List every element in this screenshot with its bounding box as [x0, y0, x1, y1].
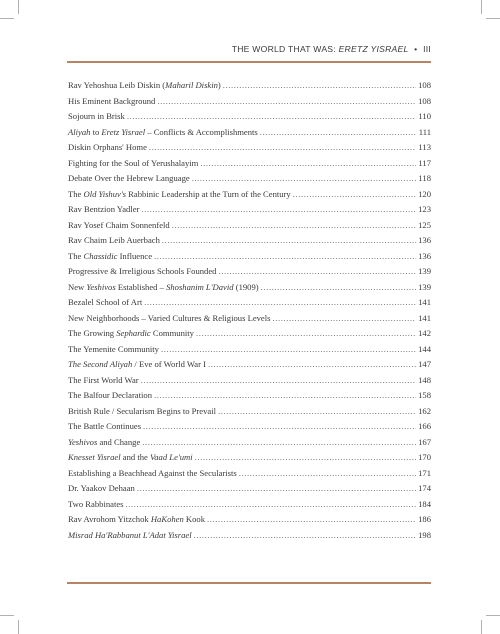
dot-leader	[127, 109, 417, 125]
dot-leader	[126, 497, 417, 513]
dot-leader	[143, 419, 416, 435]
toc-entry	[68, 326, 431, 342]
table-of-contents	[68, 78, 431, 543]
toc-entry-title	[68, 140, 147, 156]
crop-mark	[18, 620, 19, 634]
toc-entry-page: 113	[418, 142, 431, 153]
toc-title-text: / Eve of World War I	[132, 359, 206, 370]
toc-entry-page: 118	[418, 173, 431, 184]
toc-title-italic: HaKohen	[150, 514, 184, 525]
crop-mark	[481, 0, 482, 14]
toc-entry-title	[68, 481, 135, 497]
dot-leader	[260, 125, 417, 141]
dot-leader	[272, 311, 416, 327]
toc-entry	[68, 156, 431, 172]
toc-title-italic: Yeshivos	[86, 281, 116, 292]
toc-title-text: Rabbinic Leadership at the Turn of the Century	[126, 188, 291, 199]
toc-entry	[68, 342, 431, 358]
toc-title-text: Rav Yosef Chaim Sonnenfeld	[68, 219, 170, 230]
toc-entry	[68, 373, 431, 389]
toc-entry	[68, 466, 431, 482]
toc-title-italic: The Second Aliyah	[68, 359, 133, 370]
toc-entry	[68, 295, 431, 311]
toc-entry	[68, 481, 431, 497]
dot-leader	[157, 94, 416, 110]
toc-entry-title	[68, 512, 205, 528]
toc-title-text: Kook	[183, 514, 206, 525]
crop-mark	[0, 615, 14, 616]
dot-leader	[207, 512, 416, 528]
toc-title-italic: Chassidic	[83, 250, 118, 261]
toc-title-text: British Rule / Secularism Begins to Prevail	[68, 405, 216, 416]
dot-leader	[218, 404, 416, 420]
toc-entry-title	[68, 528, 192, 544]
toc-title-italic: Yeshivos	[68, 436, 98, 447]
toc-entry	[68, 512, 431, 528]
toc-entry	[68, 528, 431, 544]
crop-mark	[0, 18, 14, 19]
toc-entry	[68, 280, 431, 296]
toc-entry-title	[68, 295, 142, 311]
dot-leader	[142, 435, 416, 451]
dot-leader	[154, 388, 416, 404]
dot-leader	[137, 481, 416, 497]
toc-entry-page: 186	[418, 514, 431, 525]
toc-entry-page: 141	[418, 312, 431, 323]
toc-entry	[68, 388, 431, 404]
toc-entry-page: 125	[418, 219, 431, 230]
toc-entry-page: 167	[418, 436, 431, 447]
toc-entry-page: 148	[418, 374, 431, 385]
dot-leader	[154, 249, 416, 265]
toc-entry-title	[68, 342, 159, 358]
toc-entry-title	[68, 233, 160, 249]
toc-title-text: Rav Bentzion Yadler	[68, 204, 140, 215]
dot-leader	[293, 187, 416, 203]
toc-entry-title	[68, 357, 206, 373]
toc-entry	[68, 187, 431, 203]
toc-entry	[68, 357, 431, 373]
dot-leader	[172, 218, 416, 234]
toc-title-text: )	[217, 80, 221, 90]
toc-entry-title	[68, 419, 141, 435]
toc-entry	[68, 94, 431, 110]
toc-entry-page: 136	[418, 250, 431, 261]
toc-title-italic: Maharil Diskin	[165, 80, 218, 90]
toc-title-text: His Eminent Background	[68, 95, 156, 106]
toc-title-text: Dr. Yaakov Dehaan	[68, 483, 135, 494]
toc-entry-page: 108	[418, 95, 431, 106]
toc-entry-page: 141	[418, 297, 431, 308]
toc-entry-page: 198	[418, 529, 431, 540]
toc-title-text: Establishing a Beachhead Against the Secularists	[68, 467, 237, 478]
toc-entry-title	[68, 497, 124, 513]
dot-leader	[208, 357, 416, 373]
toc-entry-page: 111	[418, 126, 431, 137]
toc-entry	[68, 109, 431, 125]
dot-leader	[200, 156, 416, 172]
toc-entry	[68, 233, 431, 249]
toc-title-italic: Old Yishuv's	[83, 188, 127, 199]
toc-title-text: Community	[150, 328, 194, 339]
toc-entry-page: 170	[418, 452, 431, 463]
toc-entry-title	[68, 404, 216, 420]
dot-leader	[162, 233, 416, 249]
crop-mark	[481, 620, 482, 634]
toc-entry	[68, 311, 431, 327]
toc-title-text: (1909)	[233, 281, 259, 292]
crop-mark	[486, 18, 500, 19]
toc-entry-title	[68, 125, 258, 141]
dot-leader	[195, 450, 416, 466]
toc-title-text: New Neighborhoods – Varied Cultures & Religious Levels	[68, 312, 271, 323]
toc-title-text: – Conflicts & Accomplishments	[145, 126, 258, 137]
toc-entry-title	[68, 202, 139, 218]
toc-entry	[68, 404, 431, 420]
toc-entry-title	[68, 78, 221, 94]
toc-entry-title	[68, 218, 170, 234]
toc-title-text: Influence	[117, 250, 153, 261]
dot-leader	[223, 78, 416, 94]
header-rule	[67, 61, 431, 63]
toc-entry-title	[68, 94, 155, 110]
toc-title-italic: Shoshanim L'David	[166, 281, 234, 292]
toc-entry-title	[68, 109, 125, 125]
dot-leader	[239, 466, 416, 482]
toc-title-text: The	[68, 188, 84, 199]
toc-entry-page: 142	[418, 328, 431, 339]
toc-entry	[68, 140, 431, 156]
toc-entry	[68, 202, 431, 218]
toc-entry	[68, 497, 431, 513]
toc-title-text: Progressive & Irreligious Schools Founded	[68, 266, 217, 277]
running-head	[232, 44, 431, 54]
toc-entry-title	[68, 373, 139, 389]
toc-title-text: The Yemenite Community	[68, 343, 159, 354]
toc-title-text: The First World War	[68, 374, 139, 385]
crop-mark	[486, 615, 500, 616]
toc-entry	[68, 125, 431, 141]
toc-entry-page: 174	[418, 483, 431, 494]
dot-leader	[161, 342, 416, 358]
toc-entry	[68, 419, 431, 435]
toc-entry-title	[68, 326, 194, 342]
toc-title-text: Established –	[115, 281, 167, 292]
toc-entry-page: 110	[418, 111, 431, 122]
running-head-prefix: THE WORLD THAT WAS:	[231, 44, 336, 54]
toc-entry-page: 158	[418, 390, 431, 401]
toc-title-text: and Change	[97, 436, 141, 447]
toc-entry	[68, 218, 431, 234]
toc-title-text: The Growing	[68, 328, 117, 339]
toc-title-text: Rav Avrohom Yitzchok	[68, 514, 151, 525]
toc-title-text: and the	[120, 452, 150, 463]
toc-entry-page: 123	[418, 204, 431, 215]
dot-leader	[144, 295, 416, 311]
dot-leader	[141, 202, 416, 218]
toc-title-text: Two Rabbinates	[68, 498, 124, 509]
toc-entry-title	[68, 171, 190, 187]
toc-entry-page: 147	[418, 359, 431, 370]
toc-title-text: Fighting for the Soul of Yerushalayim	[68, 157, 199, 168]
toc-entry-page: 144	[418, 343, 431, 354]
dot-leader	[194, 528, 417, 544]
toc-entry	[68, 171, 431, 187]
toc-entry-title	[68, 311, 270, 327]
dot-leader	[218, 264, 416, 280]
toc-entry	[68, 450, 431, 466]
toc-title-text: Diskin Orphans' Home	[68, 142, 147, 153]
toc-entry-title	[68, 264, 216, 280]
dot-leader	[192, 171, 417, 187]
toc-entry-title	[68, 280, 259, 296]
toc-entry-title	[68, 249, 152, 265]
dot-leader	[196, 326, 416, 342]
toc-entry-page: 171	[418, 467, 431, 478]
toc-title-italic: Eretz Yisrael	[101, 126, 146, 137]
crop-mark	[18, 0, 19, 14]
running-head-emphasis: ERETZ YISRAEL	[338, 44, 409, 54]
toc-title-text: Bezalel School of Art	[68, 297, 143, 308]
toc-entry-page: 117	[418, 157, 431, 168]
dot-leader	[149, 140, 417, 156]
toc-entry-title	[68, 450, 193, 466]
toc-entry-page: 139	[418, 281, 431, 292]
page-number: III	[423, 44, 431, 54]
footer-rule	[67, 582, 431, 584]
toc-entry-page: 184	[418, 498, 431, 509]
toc-title-italic: Sephardic	[116, 328, 151, 339]
toc-entry	[68, 78, 431, 94]
running-head-separator: •	[414, 44, 418, 54]
toc-title-italic: Vaad Le'umi	[149, 452, 193, 463]
toc-title-text: The Battle Continues	[68, 421, 142, 432]
toc-entry	[68, 249, 431, 265]
toc-entry-page: 136	[418, 235, 431, 246]
toc-title-text: Rav Chaim Leib Auerbach	[68, 235, 160, 246]
toc-entry-page: 139	[418, 266, 431, 277]
toc-entry-title	[68, 156, 198, 172]
toc-title-text: Rav Yehoshua Leib Diskin (	[68, 80, 166, 90]
toc-entry-title	[68, 435, 140, 451]
toc-title-text: The	[68, 250, 84, 261]
toc-title-text: Debate Over the Hebrew Language	[68, 173, 190, 184]
toc-entry-page: 166	[418, 421, 431, 432]
dot-leader	[261, 280, 416, 296]
toc-entry	[68, 264, 431, 280]
toc-entry-title	[68, 388, 152, 404]
toc-entry-title	[68, 187, 291, 203]
toc-entry-page: 162	[418, 405, 431, 416]
toc-entry-page: 108	[418, 80, 431, 90]
toc-title-text: New	[68, 281, 87, 292]
dot-leader	[141, 373, 416, 389]
toc-title-italic: Aliyah	[68, 126, 91, 137]
toc-entry	[68, 435, 431, 451]
toc-title-text: Sojourn in Brisk	[68, 111, 125, 122]
toc-title-text: The Balfour Declaration	[68, 390, 152, 401]
toc-entry-title	[68, 466, 237, 482]
toc-title-italic: Knesset Yisrael	[68, 452, 121, 463]
toc-title-text: to	[90, 126, 102, 137]
toc-entry-page: 120	[418, 188, 431, 199]
toc-title-italic: Misrad Ha'Rabbanut L'Adat Yisrael	[68, 529, 192, 540]
